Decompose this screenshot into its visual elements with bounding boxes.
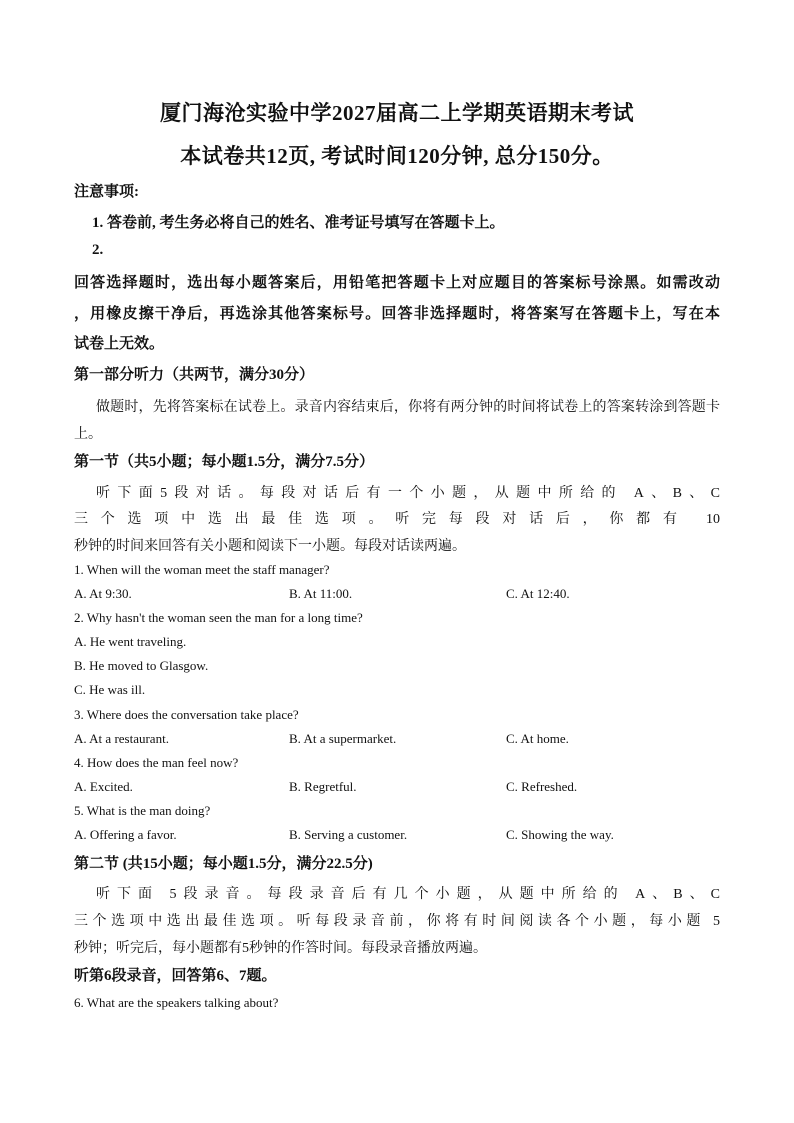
page-subtitle: 本试卷共12页, 考试时间120分钟, 总分150分。 xyxy=(180,144,614,168)
section2-sub-heading: 听第6段录音，回答第6、7题。 xyxy=(74,968,277,984)
question-1-option-c: C. At 12:40. xyxy=(506,586,570,601)
section1-intro-line-3: 秒钟的时间来回答有关小题和阅读下一小题。每段对话读两遍。 xyxy=(74,539,466,554)
section2-intro-line-2: 三个选项中选出最佳选项。听每段录音前，你将有时间阅读各个小题，每小题 5 xyxy=(74,914,720,929)
section1-heading: 第一节（共5小题；每小题1.5分，满分7.5分） xyxy=(74,454,375,470)
question-1-option-b: B. At 11:00. xyxy=(289,586,353,601)
notice-item-2-number: 2. xyxy=(92,242,104,258)
question-1-option-a: A. At 9:30. xyxy=(74,586,132,601)
notice-item-2-line-1: 回答选择题时，选出每小题答案后，用铅笔把答题卡上对应题目的答案标号涂黑。如需改动 xyxy=(74,275,720,291)
section2-intro-line-3: 秒钟；听完后，每小题都有5秒钟的作答时间。每段录音播放两遍。 xyxy=(74,941,487,956)
question-6: 6. What are the speakers talking about? xyxy=(74,995,279,1010)
question-4-option-b: B. Regretful. xyxy=(289,779,357,794)
notice-item-1: 1. 答卷前, 考生务必将自己的姓名、准考证号填写在答题卡上。 xyxy=(92,215,505,231)
question-4-option-a: A. Excited. xyxy=(74,779,133,794)
section2-heading: 第二节 (共15小题；每小题1.5分，满分22.5分) xyxy=(74,856,373,872)
notice-heading: 注意事项: xyxy=(74,184,139,200)
section1-intro-line-1: 听下面5段对话。每段对话后有一个小题，从题中所给的 A、B、C xyxy=(96,486,720,501)
question-3: 3. Where does the conversation take place? xyxy=(74,707,299,722)
section2-intro-line-1: 听下面 5段录音。每段录音后有几个小题，从题中所给的 A、B、C xyxy=(96,887,720,902)
page-title: 厦门海沧实验中学2027届高二上学期英语期末考试 xyxy=(160,101,634,125)
question-5-option-b: B. Serving a customer. xyxy=(289,827,408,842)
part1-intro-line-1: 做题时，先将答案标在试卷上。录音内容结束后，你将有两分钟的时间将试卷上的答案转涂到答题卡 xyxy=(96,400,720,415)
question-3-option-a: A. At a restaurant. xyxy=(74,731,169,746)
question-5-option-c: C. Showing the way. xyxy=(506,827,614,842)
part1-intro-line-2: 上。 xyxy=(74,427,102,442)
question-2-option-b: B. He moved to Glasgow. xyxy=(74,658,209,673)
section1-intro-line-2: 三个选项中选出最佳选项。听完每段对话后，你都有 10 xyxy=(74,512,720,527)
question-4-option-c: C. Refreshed. xyxy=(506,779,578,794)
question-5-option-a: A. Offering a favor. xyxy=(74,827,177,842)
question-1: 1. When will the woman meet the staff manager? xyxy=(74,562,330,577)
part1-heading: 第一部分听力（共两节，满分30分） xyxy=(74,367,315,383)
question-5: 5. What is the man doing? xyxy=(74,803,211,818)
question-3-option-b: B. At a supermarket. xyxy=(289,731,397,746)
notice-item-2-line-3: 试卷上无效。 xyxy=(74,336,165,352)
question-2: 2. Why hasn't the woman seen the man for a long time? xyxy=(74,610,363,625)
notice-item-2-line-2: ，用橡皮擦干净后，再选涂其他答案标号。回答非选择题时，将答案写在答题卡上，写在本 xyxy=(74,306,720,322)
question-2-option-c: C. He was ill. xyxy=(74,682,146,697)
question-2-option-a: A. He went traveling. xyxy=(74,634,187,649)
question-4: 4. How does the man feel now? xyxy=(74,755,239,770)
question-3-option-c: C. At home. xyxy=(506,731,569,746)
